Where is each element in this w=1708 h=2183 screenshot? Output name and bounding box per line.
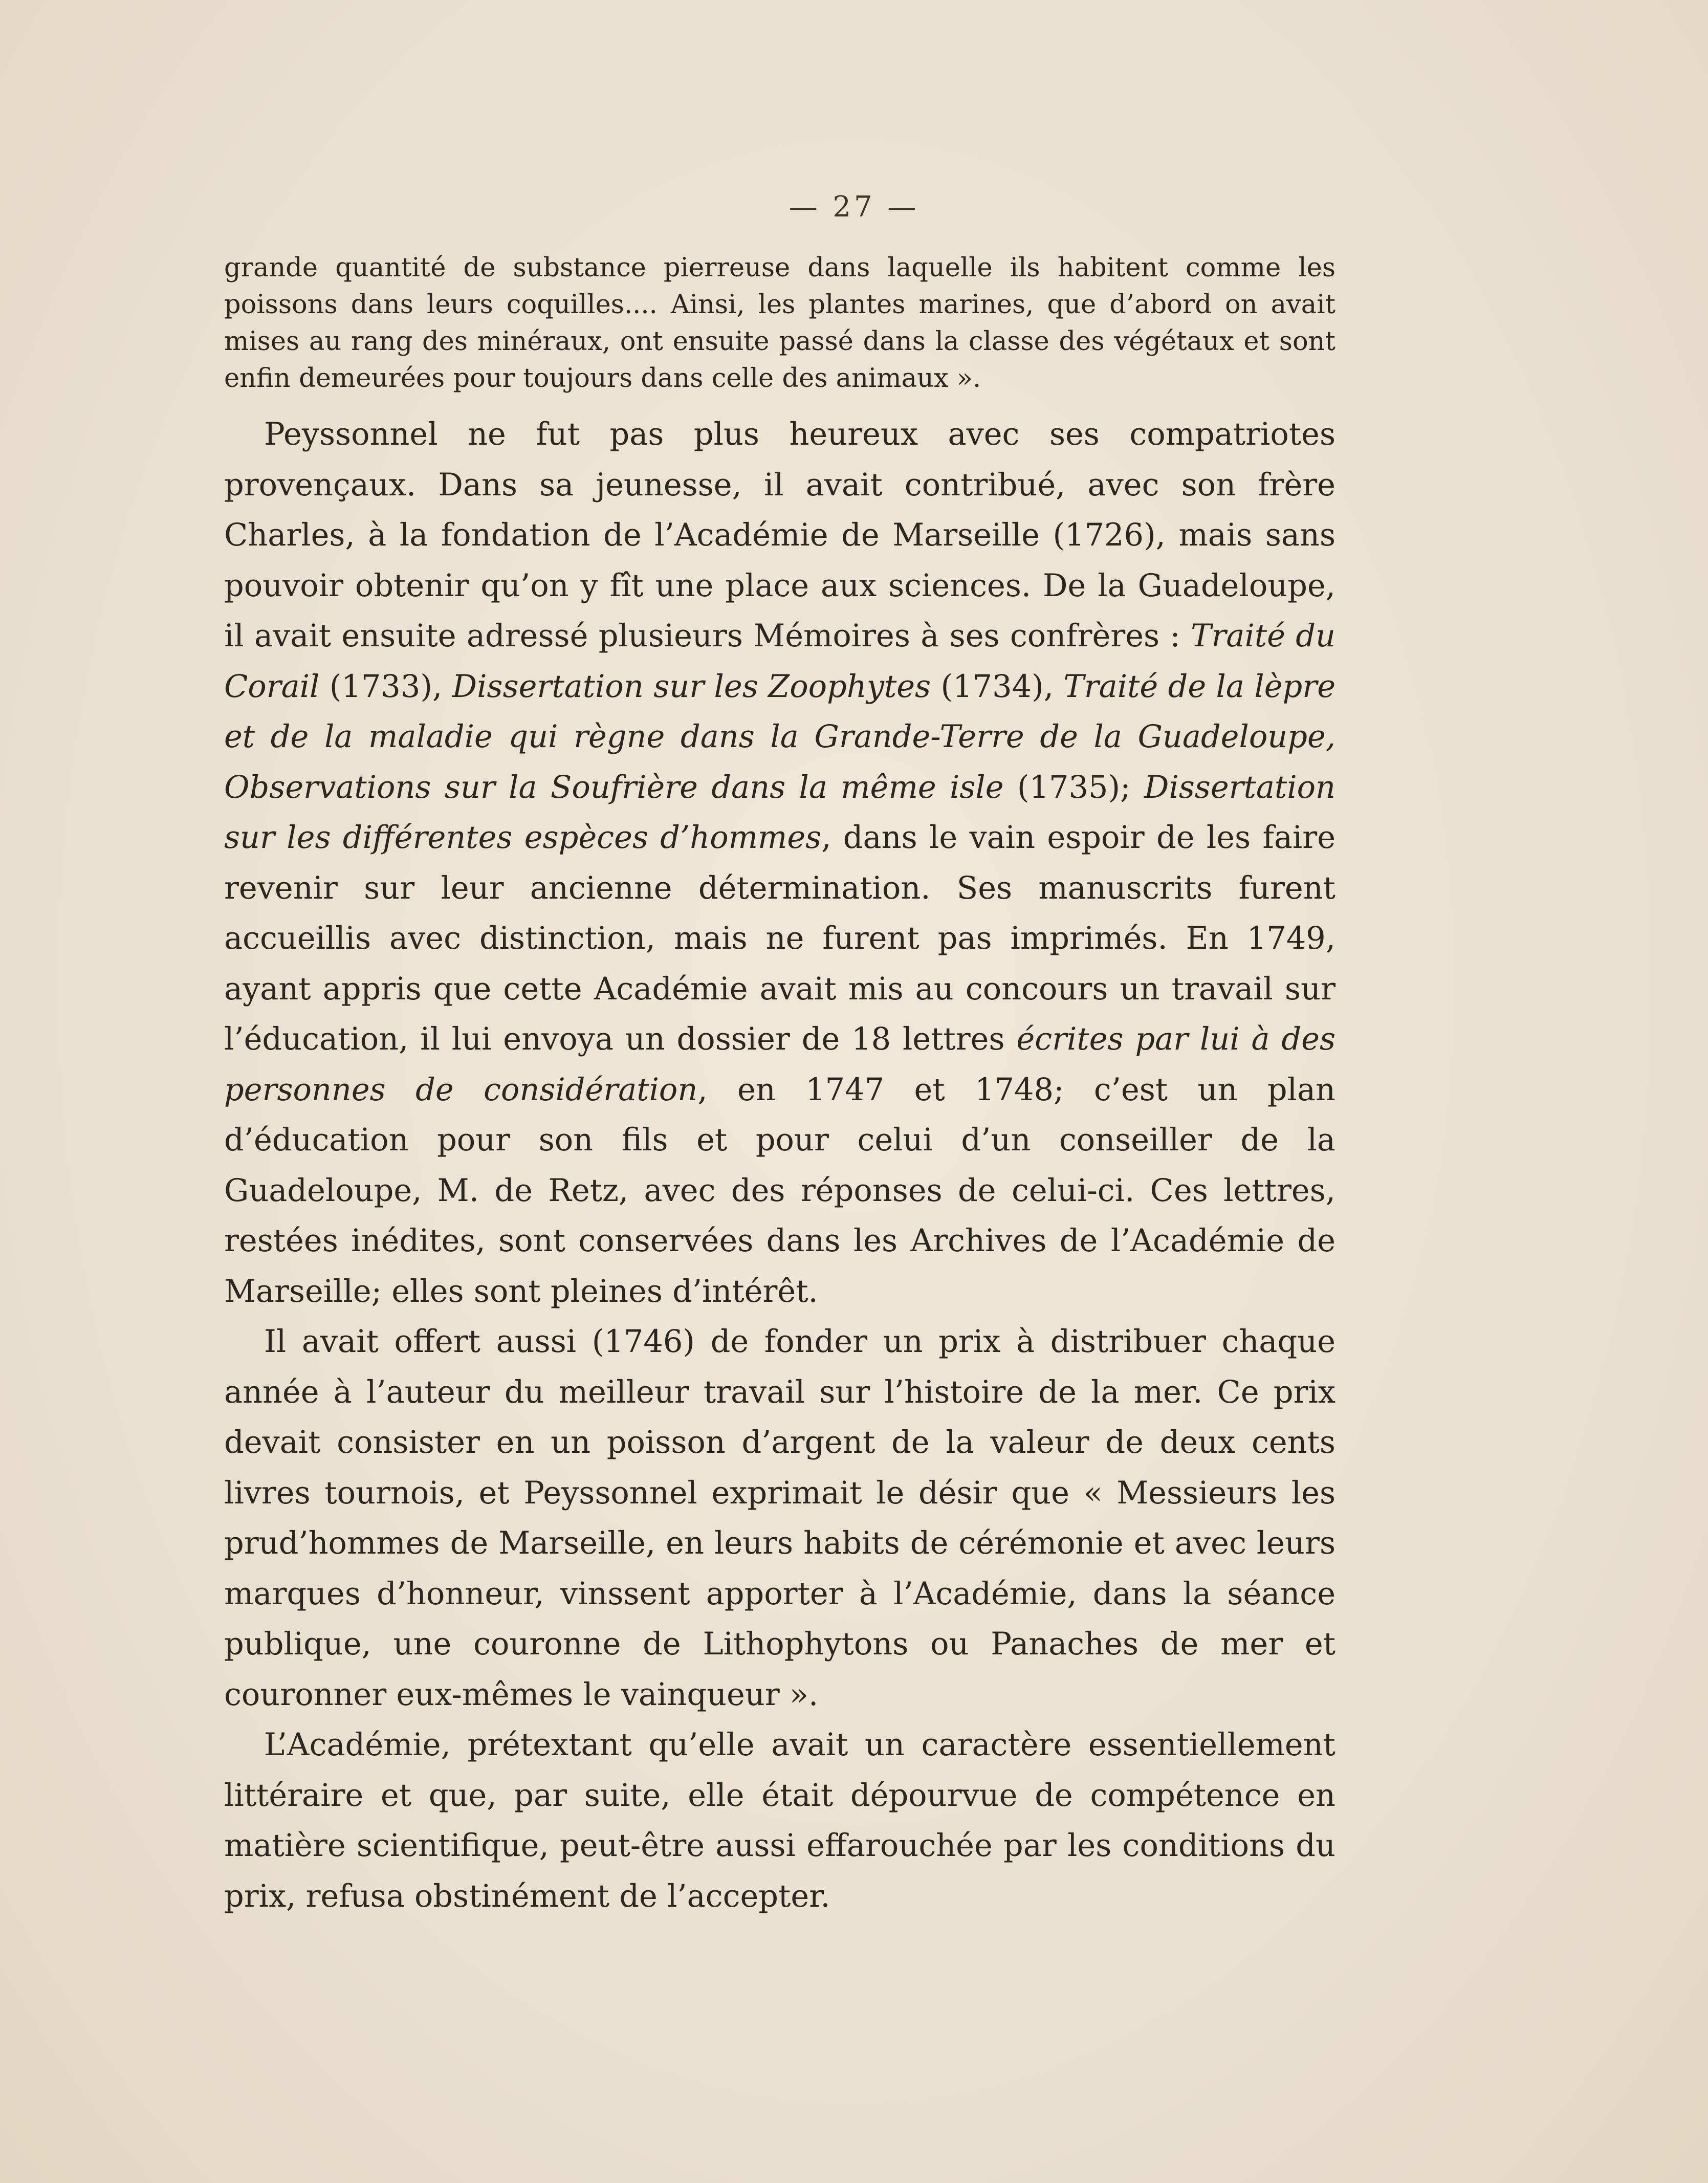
paragraph-1-text-a: Peyssonnel ne fut pas plus heureux avec ses compatriotes provençaux. Dans sa jeunesse, il avait contribué, avec son frère Charles, à la fondation de l’Académie de Marseille (1726), mais sans pouvoir obtenir qu’on y fît une place aux sciences. De la Guadeloupe, il avait ensuite adressé plusieurs Mémoires à ses confrères : [224, 417, 1335, 654]
paragraph-1-text-f: , en 1747 et 1748; c’est un plan d’éducation pour son fils et pour celui d’un conseiller de la Guadeloupe, M. de Retz, avec des réponses de celui-ci. Ces lettres, restées inédites, sont conservées dans les Archives de l’Académie de Marseille; elles sont pleines d’intérêt. [224, 1072, 1335, 1309]
page-number: — 27 — [789, 190, 919, 224]
title-traite-du-corail: Traité du Corail [224, 618, 1336, 705]
title-traite-de-la-lepre: Traité de la lèpre et de la maladie qui règne dans la Grande-Terre de la Guadeloupe, Observations sur la Soufrière dans la même isle [224, 668, 1336, 805]
quote-text: grande quantité de substance pierreuse dans laquelle ils habitent comme les poissons dans leurs coquilles.... Ainsi, les plantes marines, que d’abord on avait mises au rang des minéraux, ont ensuite passé dans la classe des végétaux et sont enfin demeurées pour toujours dans celle des animaux ». [224, 253, 1335, 394]
title-ecrites-par-lui: écrites par lui à des personnes de considération [224, 1021, 1335, 1108]
title-dissertation-zoophytes: Dissertation sur les Zoophytes [452, 668, 931, 705]
paragraph-1-text-b: (1733), [319, 668, 452, 705]
paragraph-1-text-e: , dans le vain espoir de les faire revenir sur leur ancienne détermination. Ses manuscrits furent accueillis avec distinction, mais ne furent pas imprimés. En 1749, ayant appris que cette Académie avait mis au concours un travail sur l’éducation, il lui envoya un dossier de 18 lettres [224, 820, 1336, 1057]
paragraph-3: L’Académie, prétextant qu’elle avait un caractère essentiellement littéraire et que, par suite, elle était dépourvue de compétence en matière scientifique, peut-être aussi effarouchée par les conditions du prix, refusa obstinément de l’accepter. [224, 1727, 1335, 1914]
title-dissertation-especes: Dissertation sur les différentes espèces d’hommes [224, 769, 1335, 856]
quote-continuation [224, 250, 1335, 397]
paragraph-1-text-d: (1735); [1003, 769, 1144, 805]
paragraph-1 [224, 409, 1335, 1317]
body-text [224, 409, 1335, 1922]
paragraph-1-text-c: (1734), [931, 668, 1064, 705]
paragraph-2: Il avait offert aussi (1746) de fonder un prix à distribuer chaque année à l’auteur du meilleur travail sur l’histoire de la mer. Ce prix devait consister en un poisson d’argent de la valeur de deux cents livres tournois, et Peyssonnel exprimait le désir que « Messieurs les prud’hommes de Marseille, en leurs habits de cérémonie et avec leurs marques d’honneur, vinssent apporter à l’Académie, dans la séance publique, une couronne de Lithophytons ou Panaches de mer et couronner eux-mêmes le vainqueur ». [224, 1324, 1335, 1713]
